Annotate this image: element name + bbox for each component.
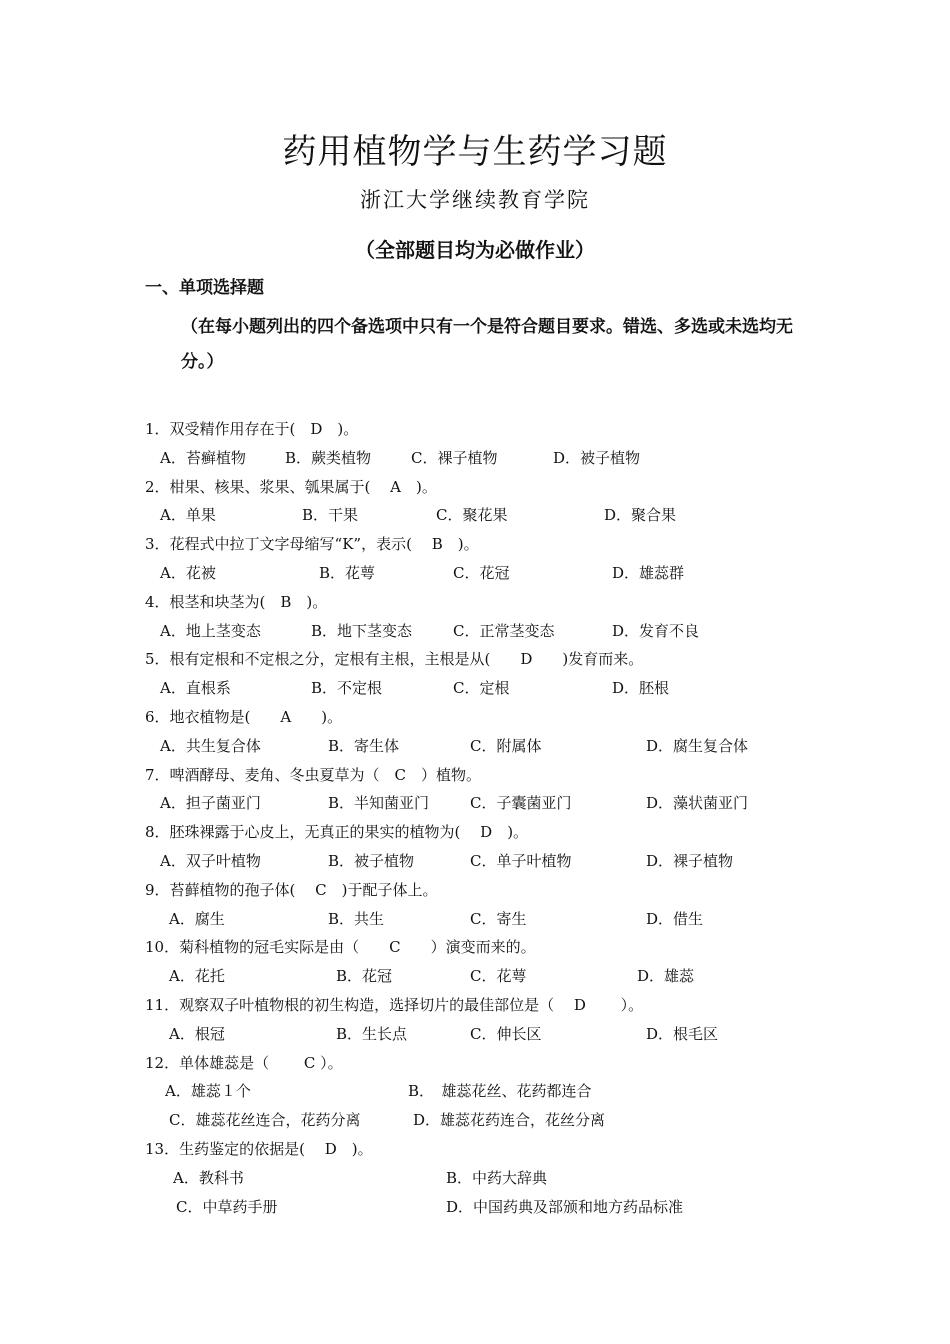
option-c: C．聚花果: [436, 506, 508, 525]
option-c: C．中草药手册: [176, 1197, 278, 1216]
question-list: [145, 415, 825, 1221]
option-b: B．干果: [302, 506, 359, 525]
question-13: 13．生药鉴定的依据是( D )。: [145, 1139, 373, 1158]
option-b: B．共生: [328, 909, 385, 928]
option-c: C．寄生: [470, 909, 527, 928]
option-c: C．伸长区: [470, 1024, 542, 1043]
option-b: B．半知菌亚门: [328, 794, 430, 813]
option-d: D．中国药典及部颁和地方药品标准: [446, 1197, 684, 1216]
option-c: C．花冠: [453, 563, 510, 582]
question-5: 5．根有定根和不定根之分，定根有主根，主根是从( D )发育而来。: [145, 650, 644, 669]
question-3: 3．花程式中拉丁文字母缩写“K”，表示( B )。: [145, 535, 479, 554]
option-c: C．雄蕊花丝连合，花药分离: [169, 1111, 361, 1130]
options-3: [145, 559, 825, 588]
option-d: D．借生: [646, 909, 704, 928]
option-a: A．双子叶植物: [160, 851, 261, 870]
options-2: [145, 501, 825, 530]
option-a: A．腐生: [169, 909, 225, 928]
option-d: D．雄蕊花药连合，花丝分离: [413, 1111, 606, 1130]
options-7: [145, 789, 825, 818]
option-a: A．花被: [160, 563, 216, 582]
option-c: C．花萼: [470, 967, 527, 986]
options-12-row2: [145, 1106, 825, 1135]
question-10: 10．菊科植物的冠毛实际是由（ C ）演变而来的。: [145, 938, 536, 957]
options-9: [145, 905, 825, 934]
question-8: 8．胚珠裸露于心皮上，无真正的果实的植物为( D )。: [145, 823, 529, 842]
option-b: B．中药大辞典: [446, 1168, 548, 1187]
options-1: [145, 444, 825, 473]
option-c: C．单子叶植物: [470, 851, 572, 870]
option-c: C．附属体: [470, 736, 542, 755]
question-9: 9．苔藓植物的孢子体( C )于配子体上。: [145, 880, 438, 899]
option-a: A．共生复合体: [160, 736, 261, 755]
options-10: [145, 962, 825, 991]
option-a: A．直根系: [160, 679, 231, 698]
options-8: [145, 847, 825, 876]
question-12: 12．单体雄蕊是（ C ）。: [145, 1053, 343, 1072]
option-d: D．藻状菌亚门: [646, 794, 749, 813]
question-1: 1．双受精作用存在于( D )。: [145, 420, 359, 438]
section-instruction: （在每小题列出的四个备选项中只有一个是符合题目要求。错选、多选或未选均无分。）: [181, 317, 793, 372]
option-b: B．地下茎变态: [311, 621, 413, 640]
option-d: D．雄蕊: [637, 967, 695, 986]
option-d: D．胚根: [612, 679, 670, 698]
institution-name: 浙江大学继续教育学院: [360, 188, 590, 212]
option-b: B． 雄蕊花丝、花药都连合: [408, 1082, 592, 1101]
options-11: [145, 1020, 825, 1049]
options-13-row1: [145, 1164, 825, 1193]
option-c: C．正常茎变态: [453, 621, 555, 640]
option-c: C．定根: [453, 679, 510, 698]
options-6: [145, 732, 825, 761]
option-d: D．裸子植物: [646, 851, 734, 870]
options-13-row2: [145, 1193, 825, 1222]
page-title: 药用植物学与生药学习题: [282, 132, 668, 172]
option-b: B．生长点: [336, 1024, 408, 1043]
option-b: B．不定根: [311, 679, 383, 698]
question-7: 7．啤酒酵母、麦角、冬虫夏草为（ C ）植物。: [145, 765, 482, 784]
question-11: 11．观察双子叶植物根的初生构造，选择切片的最佳部位是（ D ）。: [145, 995, 644, 1014]
option-a: A．教科书: [173, 1168, 244, 1187]
option-d: D．雄蕊群: [612, 563, 685, 582]
option-c: C．子囊菌亚门: [470, 794, 572, 813]
question-2: 2．柑果、核果、浆果、瓠果属于( A )。: [145, 477, 437, 496]
option-d: D．根毛区: [646, 1024, 719, 1043]
option-b: B．寄生体: [328, 736, 400, 755]
option-b: B．花冠: [336, 967, 393, 986]
option-a: A．单果: [160, 506, 216, 525]
section-heading: 一、单项选择题: [145, 278, 264, 298]
option-b: B．被子植物: [328, 851, 415, 870]
option-a: A．地上茎变态: [160, 621, 261, 640]
question-6: 6．地衣植物是( A )。: [145, 707, 343, 726]
options-4: [145, 617, 825, 646]
option-a: A．雄蕊１个: [165, 1082, 251, 1101]
option-a: A．苔癣植物: [160, 448, 246, 467]
option-b: B．蕨类植物: [285, 448, 372, 467]
mandatory-note: （全部题目均为必做作业）: [355, 238, 595, 262]
options-12-row1: [145, 1077, 825, 1106]
option-a: A．花托: [169, 967, 225, 986]
option-a: A．根冠: [169, 1024, 225, 1043]
question-4: 4．根茎和块茎为( B )。: [145, 592, 328, 611]
options-5: [145, 674, 825, 703]
option-d: D．发育不良: [612, 621, 700, 640]
option-d: D．聚合果: [604, 506, 677, 525]
option-a: A．担子菌亚门: [160, 794, 261, 813]
option-c: C．裸子植物: [411, 448, 498, 467]
option-d: D．腐生复合体: [646, 736, 749, 755]
option-d: D．被子植物: [553, 448, 641, 467]
option-b: B．花萼: [319, 563, 376, 582]
